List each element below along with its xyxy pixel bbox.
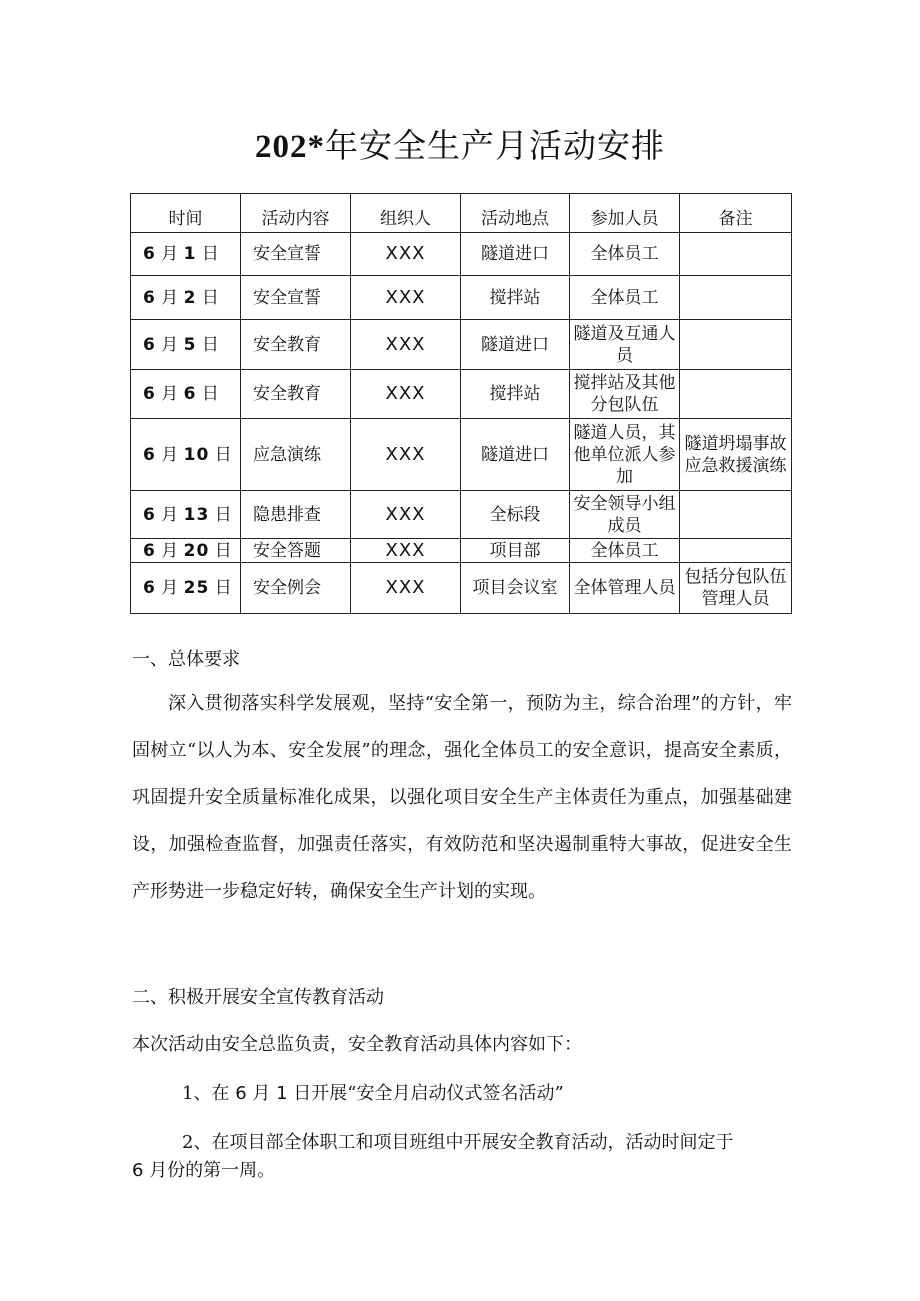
cell-participants: 隧道人员，其他单位派人参加 bbox=[570, 419, 680, 491]
cell-location: 隧道进口 bbox=[461, 320, 570, 370]
cell-remark bbox=[680, 276, 792, 320]
cell-participants: 全体员工 bbox=[570, 233, 680, 276]
header-time: 时间 bbox=[131, 194, 241, 233]
cell-participants: 隧道及互通人员 bbox=[570, 320, 680, 370]
cell-organizer: XXX bbox=[351, 276, 461, 320]
section-1-heading: 一、总体要求 bbox=[132, 649, 240, 670]
cell-date: 6 月 6 日 bbox=[131, 370, 241, 419]
cell-date: 6 月 25 日 bbox=[131, 563, 241, 614]
table-row bbox=[131, 539, 792, 563]
cell-location: 隧道进口 bbox=[461, 419, 570, 491]
cell-participants: 全体员工 bbox=[570, 276, 680, 320]
cell-date: 6 月 5 日 bbox=[131, 320, 241, 370]
page-title bbox=[0, 120, 920, 167]
cell-participants: 搅拌站及其他分包队伍 bbox=[570, 370, 680, 419]
table-row bbox=[131, 563, 792, 614]
cell-organizer: XXX bbox=[351, 491, 461, 539]
schedule-table bbox=[130, 193, 792, 614]
cell-location: 项目会议室 bbox=[461, 563, 570, 614]
cell-content: 安全教育 bbox=[241, 320, 351, 370]
table-header-row bbox=[131, 194, 792, 233]
table-row bbox=[131, 419, 792, 491]
cell-remark: 隧道坍塌事故应急救援演练 bbox=[680, 419, 792, 491]
cell-remark bbox=[680, 233, 792, 276]
table-row bbox=[131, 491, 792, 539]
cell-location: 项目部 bbox=[461, 539, 570, 563]
cell-content: 安全答题 bbox=[241, 539, 351, 563]
table-row bbox=[131, 370, 792, 419]
header-location: 活动地点 bbox=[461, 194, 570, 233]
header-content: 活动内容 bbox=[241, 194, 351, 233]
cell-content: 应急演练 bbox=[241, 419, 351, 491]
section-2-heading: 二、积极开展安全宣传教育活动 bbox=[132, 987, 384, 1008]
table-row bbox=[131, 233, 792, 276]
title-text: 年安全生产月活动安排 bbox=[325, 126, 665, 165]
cell-content: 安全宣誓 bbox=[241, 233, 351, 276]
cell-date: 6 月 2 日 bbox=[131, 276, 241, 320]
cell-participants: 全体管理人员 bbox=[570, 563, 680, 614]
cell-organizer: XXX bbox=[351, 539, 461, 563]
cell-content: 隐患排查 bbox=[241, 491, 351, 539]
section-2-intro: 本次活动由安全总监负责，安全教育活动具体内容如下： bbox=[132, 1034, 582, 1055]
cell-location: 搅拌站 bbox=[461, 276, 570, 320]
list-item-1: 1、在 6 月 1 日开展“安全月启动仪式签名活动” bbox=[182, 1083, 564, 1104]
list-item-2-line-2: 6 月份的第一周。 bbox=[132, 1160, 276, 1181]
cell-content: 安全例会 bbox=[241, 563, 351, 614]
cell-remark bbox=[680, 491, 792, 539]
cell-remark: 包括分包队伍管理人员 bbox=[680, 563, 792, 614]
header-organizer: 组织人 bbox=[351, 194, 461, 233]
table-row bbox=[131, 276, 792, 320]
cell-date: 6 月 13 日 bbox=[131, 491, 241, 539]
cell-location: 搅拌站 bbox=[461, 370, 570, 419]
cell-organizer: XXX bbox=[351, 419, 461, 491]
cell-participants: 全体员工 bbox=[570, 539, 680, 563]
cell-participants: 安全领导小组成员 bbox=[570, 491, 680, 539]
cell-organizer: XXX bbox=[351, 233, 461, 276]
title-number: 202* bbox=[255, 129, 325, 165]
cell-content: 安全教育 bbox=[241, 370, 351, 419]
cell-date: 6 月 20 日 bbox=[131, 539, 241, 563]
cell-remark bbox=[680, 320, 792, 370]
list-item-2-line-1: 2、在项目部全体职工和项目班组中开展安全教育活动，活动时间定于 bbox=[182, 1132, 734, 1153]
cell-date: 6 月 1 日 bbox=[131, 233, 241, 276]
cell-date: 6 月 10 日 bbox=[131, 419, 241, 491]
cell-organizer: XXX bbox=[351, 563, 461, 614]
cell-organizer: XXX bbox=[351, 370, 461, 419]
cell-content: 安全宣誓 bbox=[241, 276, 351, 320]
cell-location: 全标段 bbox=[461, 491, 570, 539]
cell-remark bbox=[680, 370, 792, 419]
section-1-paragraph: 深入贯彻落实科学发展观，坚持“安全第一，预防为主，综合治理”的方针，牢固树立“以人为本、安全发展”的理念，强化全体员工的安全意识，提高安全素质，巩固提升安全质量标准化成果，以强化项目安全生产主体责任为重点，加强基础建设，加强检查监督，加强责任落实，有效防范和坚决遏制重特大事故，促进安全生产形势进一步稳定好转，确保安全生产计划的实现。 bbox=[132, 693, 792, 902]
header-participants: 参加人员 bbox=[570, 194, 680, 233]
table-row bbox=[131, 320, 792, 370]
header-remark: 备注 bbox=[680, 194, 792, 233]
cell-location: 隧道进口 bbox=[461, 233, 570, 276]
cell-remark bbox=[680, 539, 792, 563]
cell-organizer: XXX bbox=[351, 320, 461, 370]
